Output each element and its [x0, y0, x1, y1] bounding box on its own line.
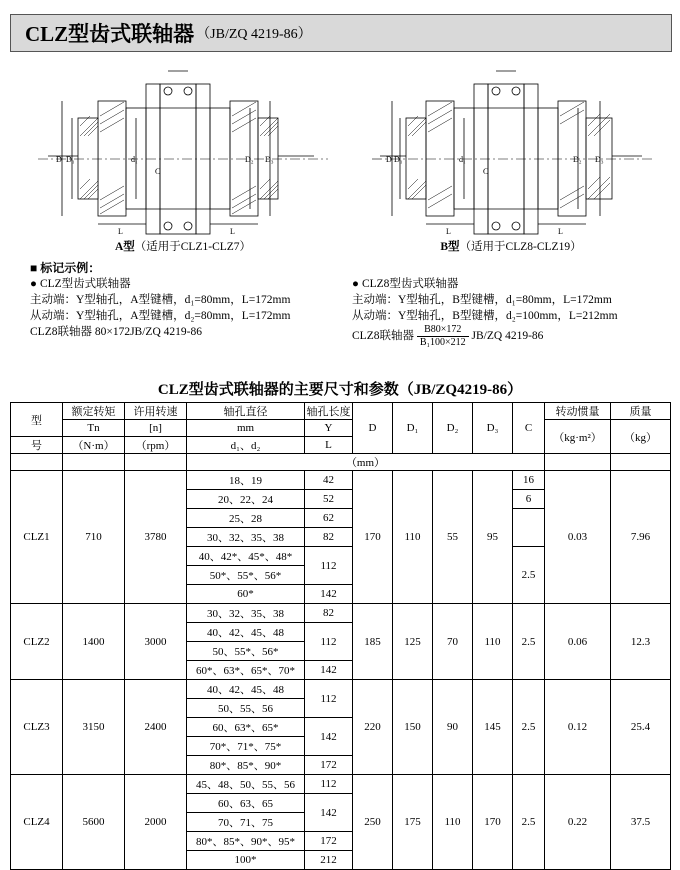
table-unit-row — [11, 454, 671, 471]
page-title: CLZ型齿式联轴器 — [25, 22, 195, 46]
cell-speed: 3780 — [125, 471, 187, 604]
th-bore-dia-3: d₁、d₂ — [187, 437, 305, 454]
svg-text:d₁: d₁ — [459, 155, 466, 164]
cell-torque: 710 — [63, 471, 125, 604]
unit-blank-speed — [125, 454, 187, 471]
cell-D3: 170 — [473, 775, 513, 870]
th-inertia-2: （kg·m²） — [545, 420, 611, 454]
th-inertia-1: 转动惯量 — [545, 403, 611, 420]
cell-bore-len: 142 — [305, 661, 353, 680]
marking-right-line3: 从动端：Y型轴孔，B型键槽，d₂=100mm，L=212mm — [352, 310, 618, 322]
svg-text:C: C — [483, 167, 489, 176]
unit-blank-mass — [611, 454, 671, 471]
marking-left-line2: 主动端：Y型轴孔，A型键槽，d₁=80mm，L=172mm — [30, 294, 291, 306]
cell-inertia: 0.06 — [545, 604, 611, 680]
drawing-a-caption — [18, 238, 348, 254]
cell-bore-len: 142 — [305, 718, 353, 756]
th-mass-2: （kg） — [611, 420, 671, 454]
cell-bore-dia: 40、42*、45*、48* — [187, 547, 305, 566]
cell-speed: 2400 — [125, 680, 187, 775]
cell-D: 170 — [353, 471, 393, 604]
th-speed-1: 许用转速 — [125, 403, 187, 420]
unit-blank-inertia — [545, 454, 611, 471]
cell-model: CLZ3 — [11, 680, 63, 775]
cell-bore-len: 112 — [305, 623, 353, 661]
cell-torque: 3150 — [63, 680, 125, 775]
marking-right-line1: ● CLZ8型齿式联轴器 — [352, 276, 672, 292]
table-row — [11, 775, 671, 794]
cell-D2: 90 — [433, 680, 473, 775]
cell-D1: 110 — [393, 471, 433, 604]
cell-bore-len: 82 — [305, 528, 353, 547]
page-title-standard: （JB/ZQ 4219-86） — [196, 27, 312, 42]
table-header-row-1 — [11, 403, 671, 420]
cell-C: 2.5 — [513, 680, 545, 775]
cell-bore-dia: 50、55*、56* — [187, 642, 305, 661]
cell-C: 6 — [513, 490, 545, 509]
unit-blank-model — [11, 454, 63, 471]
th-torque-1: 额定转矩 — [63, 403, 125, 420]
cell-D3: 110 — [473, 604, 513, 680]
cell-D: 185 — [353, 604, 393, 680]
svg-text:D: D — [56, 155, 62, 164]
cell-bore-dia: 30、32、35、38 — [187, 528, 305, 547]
drawing-b-caption-range: （适用于CLZ8-CLZ19） — [459, 241, 582, 253]
svg-text:L: L — [118, 227, 123, 236]
th-bore-dia-1: 轴孔直径 — [187, 403, 305, 420]
cell-mass: 37.5 — [611, 775, 671, 870]
marking-left-column — [30, 260, 330, 340]
cell-C: 2.5 — [513, 604, 545, 680]
marking-right-line4-prefix: CLZ8联轴器 — [352, 330, 414, 343]
drawing-b-caption-type: B型 — [440, 241, 460, 253]
th-D2: D₂ — [433, 403, 473, 454]
cell-bore-dia: 40、42、45、48 — [187, 680, 305, 699]
svg-text:D₂: D₂ — [245, 155, 254, 164]
cell-bore-dia: 80*、85*、90* — [187, 756, 305, 775]
cell-bore-dia: 20、22、24 — [187, 490, 305, 509]
cell-bore-dia: 30、32、35、38 — [187, 604, 305, 623]
cell-speed: 2000 — [125, 775, 187, 870]
th-model-2: 号 — [11, 437, 63, 454]
cell-bore-len: 172 — [305, 832, 353, 851]
th-bore-len-Y: Y — [305, 420, 353, 437]
svg-text:D₁: D₁ — [66, 155, 75, 164]
svg-text:L: L — [230, 227, 235, 236]
cell-bore-len: 172 — [305, 756, 353, 775]
th-D1: D₁ — [393, 403, 433, 454]
th-bore-dia-2: mm — [187, 420, 305, 437]
marking-right-line4 — [352, 324, 672, 349]
table-header-row-2 — [11, 420, 671, 437]
cell-bore-dia: 60* — [187, 585, 305, 604]
th-bore-len-L: L — [305, 437, 353, 454]
cell-C: 16 — [513, 471, 545, 490]
th-C: C — [513, 403, 545, 454]
marking-right-line4-suffix: JB/ZQ 4219-86 — [471, 330, 544, 343]
cell-bore-len: 142 — [305, 794, 353, 832]
cell-D3: 145 — [473, 680, 513, 775]
th-torque-3: （N·m） — [63, 437, 125, 454]
marking-heading: ■ 标记示例： — [30, 260, 330, 276]
cell-bore-dia: 70、71、75 — [187, 813, 305, 832]
marking-right-fraction — [417, 324, 469, 349]
cell-inertia: 0.12 — [545, 680, 611, 775]
marking-left-line3: 从动端：Y型轴孔，A型键槽，d₂=80mm，L=172mm — [30, 310, 291, 322]
th-D3: D₃ — [473, 403, 513, 454]
unit-mm: （mm） — [187, 454, 545, 471]
svg-text:C: C — [155, 167, 161, 176]
marking-right-fraction-numerator: B80×172 — [417, 324, 469, 337]
drawing-b-caption — [356, 238, 666, 254]
drawings-area — [0, 56, 680, 256]
cell-D1: 175 — [393, 775, 433, 870]
table-title: CLZ型齿式联轴器的主要尺寸和参数（JB/ZQ4219-86） — [157, 382, 523, 398]
cell-bore-dia: 25、28 — [187, 509, 305, 528]
cell-bore-len: 142 — [305, 585, 353, 604]
svg-text:L: L — [446, 227, 451, 236]
coupling-b-svg — [356, 56, 666, 236]
cell-inertia: 0.22 — [545, 775, 611, 870]
cell-D2: 55 — [433, 471, 473, 604]
cell-mass: 7.96 — [611, 471, 671, 604]
cell-C: 2.5 — [513, 547, 545, 604]
cell-model: CLZ2 — [11, 604, 63, 680]
specifications-table — [10, 402, 671, 870]
cell-inertia: 0.03 — [545, 471, 611, 604]
cell-bore-dia: 60、63、65 — [187, 794, 305, 813]
cell-bore-dia: 60、63*、65* — [187, 718, 305, 737]
cell-bore-dia: 45、48、50、55、56 — [187, 775, 305, 794]
cell-bore-len: 52 — [305, 490, 353, 509]
th-speed-3: （rpm） — [125, 437, 187, 454]
cell-D1: 125 — [393, 604, 433, 680]
drawing-type-b — [356, 56, 666, 254]
svg-text:D₂: D₂ — [573, 155, 582, 164]
marking-right-column — [352, 276, 672, 349]
cell-mass: 12.3 — [611, 604, 671, 680]
cell-bore-dia: 70*、71*、75* — [187, 737, 305, 756]
unit-blank-torque — [63, 454, 125, 471]
cell-bore-len: 212 — [305, 851, 353, 870]
drawing-type-a — [18, 56, 348, 254]
cell-D2: 110 — [433, 775, 473, 870]
coupling-a-svg — [18, 56, 348, 236]
cell-bore-len: 112 — [305, 680, 353, 718]
cell-D: 250 — [353, 775, 393, 870]
cell-C: 2.5 — [513, 775, 545, 870]
page-title-bar — [10, 14, 672, 52]
cell-bore-len: 112 — [305, 775, 353, 794]
th-model-1: 型 — [11, 403, 63, 437]
cell-D3: 95 — [473, 471, 513, 604]
marking-left-line4: CLZ8联轴器 80×172JB/ZQ 4219-86 — [30, 326, 202, 338]
cell-model: CLZ1 — [11, 471, 63, 604]
svg-text:D₃: D₃ — [265, 155, 274, 164]
drawing-a-caption-range: （适用于CLZ1-CLZ7） — [134, 241, 252, 253]
svg-text:L: L — [558, 227, 563, 236]
cell-D2: 70 — [433, 604, 473, 680]
cell-bore-dia: 18、19 — [187, 471, 305, 490]
cell-bore-len: 82 — [305, 604, 353, 623]
drawing-a-caption-type: A型 — [114, 241, 135, 253]
th-torque-2: Tn — [63, 420, 125, 437]
th-bore-len-1: 轴孔长度 — [305, 403, 353, 420]
cell-D: 220 — [353, 680, 393, 775]
cell-torque: 1400 — [63, 604, 125, 680]
table-row — [11, 471, 671, 490]
cell-bore-dia: 100* — [187, 851, 305, 870]
marking-right-fraction-denominator: B₁100×212 — [419, 337, 466, 348]
marking-right-line2: 主动端：Y型轴孔，B型键槽，d₁=80mm，L=172mm — [352, 294, 612, 306]
cell-bore-dia: 50、55、56 — [187, 699, 305, 718]
cell-bore-len: 42 — [305, 471, 353, 490]
table-row — [11, 680, 671, 699]
cell-mass: 25.4 — [611, 680, 671, 775]
cell-bore-dia: 80*、85*、90*、95* — [187, 832, 305, 851]
cell-torque: 5600 — [63, 775, 125, 870]
cell-D1: 150 — [393, 680, 433, 775]
cell-model: CLZ4 — [11, 775, 63, 870]
th-speed-2: [n] — [125, 420, 187, 437]
svg-text:D: D — [386, 155, 392, 164]
svg-text:d₁: d₁ — [131, 155, 138, 164]
cell-bore-len: 62 — [305, 509, 353, 528]
cell-bore-len: 112 — [305, 547, 353, 585]
cell-bore-dia: 50*、55*、56* — [187, 566, 305, 585]
th-D: D — [353, 403, 393, 454]
svg-text:D₁: D₁ — [394, 155, 403, 164]
cell-speed: 3000 — [125, 604, 187, 680]
th-mass-1: 质量 — [611, 403, 671, 420]
cell-C — [513, 509, 545, 547]
cell-bore-dia: 40、42、45、48 — [187, 623, 305, 642]
cell-bore-dia: 60*、63*、65*、70* — [187, 661, 305, 680]
marking-left-line1: ● CLZ型齿式联轴器 — [30, 276, 330, 292]
svg-text:D₃: D₃ — [595, 155, 604, 164]
table-row — [11, 604, 671, 623]
